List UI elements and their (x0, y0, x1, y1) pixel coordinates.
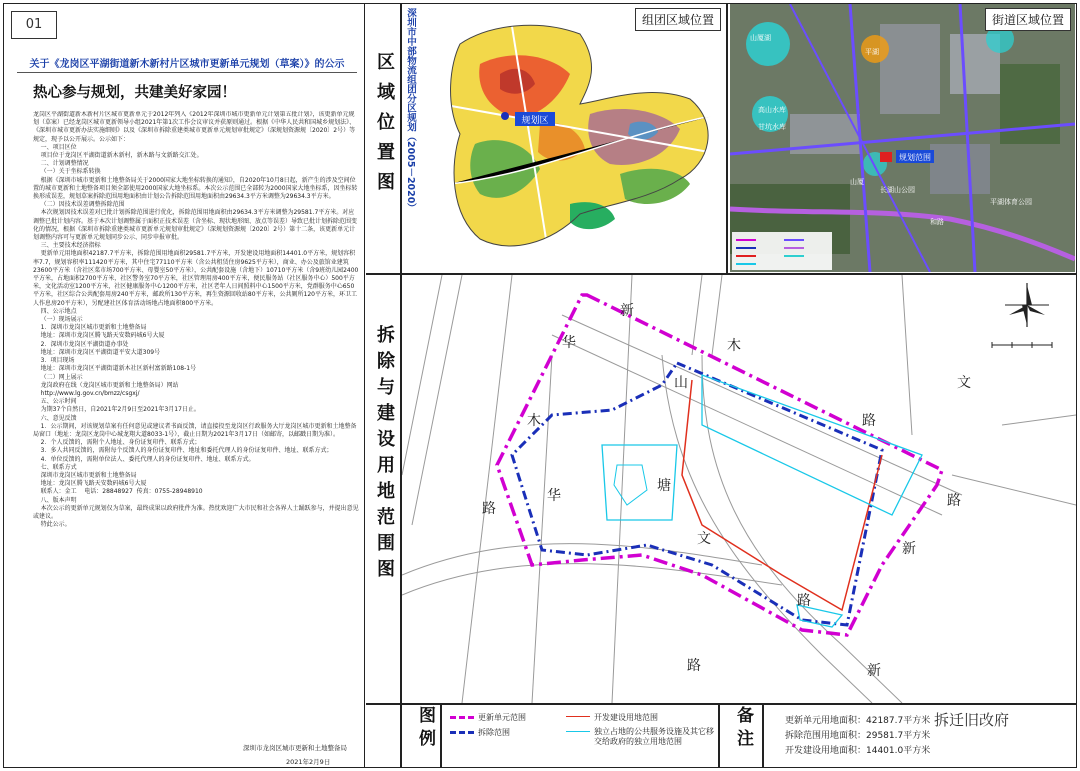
street-map-title: 街道区域位置 (985, 8, 1071, 31)
svg-text:文: 文 (957, 375, 971, 391)
legend-development (566, 712, 658, 723)
svg-text:平湖: 平湖 (865, 48, 879, 56)
street-map-callout: 规划范围 (899, 153, 931, 162)
plan-label-text: 拆除与建设用地范围图 (374, 325, 395, 585)
notice-body (33, 111, 359, 723)
svg-text:甘坑水库: 甘坑水库 (758, 123, 786, 131)
svg-text:平湖体育公园: 平湖体育公园 (990, 198, 1032, 206)
legend-renewal-unit (450, 712, 526, 723)
svg-text:路: 路 (862, 413, 876, 429)
notice-date: 2021年2月9日 (286, 758, 331, 766)
site-plan-graphic (402, 275, 1076, 703)
svg-text:路: 路 (482, 501, 496, 517)
district-map-callout: 规划区 (521, 116, 549, 126)
note-demolition-area: 拆除范围用地面积：29581.7平方米 (785, 731, 931, 741)
notice-slogan: 热心参与规划，共建美好家园！ (33, 85, 236, 101)
divider-h2 (366, 703, 1077, 705)
divider-notes-label (762, 703, 764, 768)
svg-text:塘: 塘 (657, 478, 671, 494)
district-map-title: 组团区域位置 (635, 8, 721, 31)
svg-text:长湖山公园: 长湖山公园 (880, 186, 915, 194)
svg-text:路: 路 (947, 493, 961, 509)
site-plan (402, 275, 1076, 703)
note-development-area: 开发建设用地面积：14401.0平方米 (785, 746, 931, 756)
legend-text: 更新单元范围 (478, 713, 526, 722)
svg-text:新: 新 (867, 663, 881, 679)
note-renewal-area: 更新单元用地面积：42187.7平方米 (785, 716, 931, 726)
svg-text:山: 山 (674, 375, 688, 391)
svg-text:山厦湖: 山厦湖 (750, 34, 771, 42)
notes-label (730, 706, 752, 752)
legend-swatch-demolition (450, 731, 474, 734)
divider-legend-label (440, 703, 442, 768)
legend-label (412, 706, 434, 752)
legend-demolition (450, 727, 510, 738)
location-subtitle: 深圳市中部物流组团分区规划（2005－2020） (405, 8, 416, 213)
notice-body-text: 龙岗区平湖街道新木新村片区城市更新单元于2012年列入《2012年深圳市城市更新单元计划第五批计划》，该更新单元规划（草案）已经龙岗区城市更新领导小组2021年第1次工作会议审议并获原则通过。根据《中华人民共和国城乡规划法》、《深圳市城市更新办法实施细则》以及《深圳市拆除重建类城市更新单元规划审批规定》（深规划资源规〔2020〕2号）等规定，现予以公开展示。公示如下： 一、项目区位 项目位于龙岗区平湖街道新木新村，新木路与文新路交汇处。 二、计划调整情况 （一）关于坐标系转换 根据《深圳市城市更新和土地整备局关于2000国家大地坐标转换的通知》，自2020年10月8日起，新产生的涉及空间位置的城市更新和土地整备项目须全部使用2000国家大地坐标系。本次公示范围已全部转为2000国家大地坐标系，因坐标转换形成误差，规划草案拆除范围用地面积由计划公告拆除范围用地面积由29634.3平方米调整为29634.3平方米。 （二）因技术误差调整拆除范围 本次规划因技术误差对已批计划拆除范围进行优化，拆除范围用地面积由29634.3平方米调整为29581.7平方米。对应调整已批计划内容。基于本次计划调整属于面积正技术误差（含坐标、现状地形图、放点等误差）导致已批计划拆除范围变化的情况，根据《深圳市拆除重建类城市更新单元规划审批规定》（深规划资源规〔2020〕2号）第十二条，该更新单元计划调整内容可与更新单元规划同步公示、同步申报审批。 三、主要技术经济指标 更新单元用地面积42187.7平方米，拆除范围用地面积29581.7平方米，开发建设用地面积14401.0平方米，规划容积率7.7，规划容积率111420平方米，其中住宅77110平方米（含公共租赁住房9625平方米），商业、办公及旅馆业建筑23600平方米（含社区菜市场700平方米、母婴室50平方米），公共配套设施（含地下）10710平方米（含9班幼儿园2400平方米，占地面积2700平方米，社区警务室70平方米，社区管理用房400平方米，便民服务站（社区服务中心）500平方米，文化活动室1200平方米，社区健康服务中心1200平方米，社区老年人日间照料中心1500平方米，党群服务中心650平方米，社区综合公共配套用房240平方米，邮政所130平方米，再生资源回收站80平方米，公共厕所120平方米，环卫工人作息房20平方米），另配建社区体育活动场地占地面积800平方米。 四、公示地点 （一）现场展示 1．深圳市龙岗区城市更新和土地整备局 地址：深圳市龙岗区腾飞路天安数码城6号大厦 2．深圳市龙岗区平湖街道办事处 地址：深圳市龙岗区平湖街道平安大道309号 3．项目现场 地址：深圳市龙岗区平湖街道新木社区新村富新路108-1号 （二）网上展示 龙岗政府在线（龙岗区城市更新和土地整备局）网站 http://www.lg.gov.cn/bmzz/csgxj/ 五、公示时间 为期37个自然日，自2021年2月9日至2021年3月17日止。 六、意见反馈 1．公示期间，对该规划草案有任何意见或建议者书面反馈，请直接投至龙岗区行政服务大厅龙岗区城市更新和土地整备局窗口（地址：龙岗区龙岗中心城龙翔大道8033-1号），截止日期为2021年3月17日（如邮寄，以邮戳日期为准）。 2．个人反馈的，需附个人地址、身份证复印件、联系方式； 3．多人共同反馈的，需附每个反馈人的身份证复印件、地址和委托代理人的身份证复印件、地址、联系方式； 4．单位反馈的，需附单位法人、委托代理人的身份证复印件、地址、联系方式。 七、联系方式 深圳市龙岗区城市更新和土地整备局 地址：龙岗区腾飞路天安数码城6号大厦 联系人：金工 电话：28848927 传真：0755-28948910 八、版本声明 本次公示的更新单元规划仅为草案，最终成果以政府批件为准。热忱欢迎广大市民和社会各界人士踊跃参与，并提出意见或建议。 特此公示。 (33, 111, 359, 529)
svg-text:文: 文 (697, 531, 711, 547)
divider-maps (726, 3, 728, 273)
district-map (420, 4, 725, 272)
notice-panel (3, 3, 365, 768)
district-map-graphic (420, 4, 725, 272)
location-label-text: 区域位置图 (374, 52, 395, 202)
street-map (730, 4, 1075, 272)
legend-swatch-renewal (450, 716, 474, 719)
page-number: 01 (11, 11, 57, 39)
svg-text:山厦: 山厦 (850, 178, 864, 186)
legend-public-facility (566, 727, 716, 747)
watermark: 拆迁旧改府 (930, 708, 1013, 731)
svg-text:木: 木 (527, 413, 541, 429)
svg-text:路: 路 (797, 593, 811, 609)
legend-text: 开发建设用地范围 (594, 713, 658, 722)
notice-title: 关于《龙岗区平湖街道新木新村片区城市更新单元规划（草案）》的公示 (29, 59, 345, 70)
street-map-graphic (730, 4, 1075, 272)
plan-section-label (370, 325, 398, 585)
legend-text: 拆除范围 (478, 728, 510, 737)
svg-text:和路: 和路 (930, 218, 944, 226)
svg-text:新: 新 (902, 541, 916, 557)
notice-signature: 深圳市龙岗区城市更新和土地整备局 (243, 744, 347, 752)
legend-swatch-development (566, 716, 590, 717)
title-underline (17, 72, 357, 73)
legend-text: 独立占地的公共服务设施及其它移交给政府的独立用地范围 (594, 727, 714, 746)
svg-text:路: 路 (687, 658, 701, 674)
svg-text:华: 华 (547, 488, 561, 504)
svg-text:高山水库: 高山水库 (758, 106, 786, 114)
notes-label-text: 备注 (733, 706, 753, 752)
legend-swatch-public (566, 731, 590, 732)
svg-text:新: 新 (620, 303, 634, 319)
svg-text:木: 木 (727, 338, 741, 354)
svg-text:华: 华 (562, 335, 576, 351)
project-location-marker (501, 112, 509, 120)
location-section-label (370, 52, 398, 202)
divider-legend-notes (718, 703, 720, 768)
legend-label-text: 图例 (415, 706, 435, 752)
